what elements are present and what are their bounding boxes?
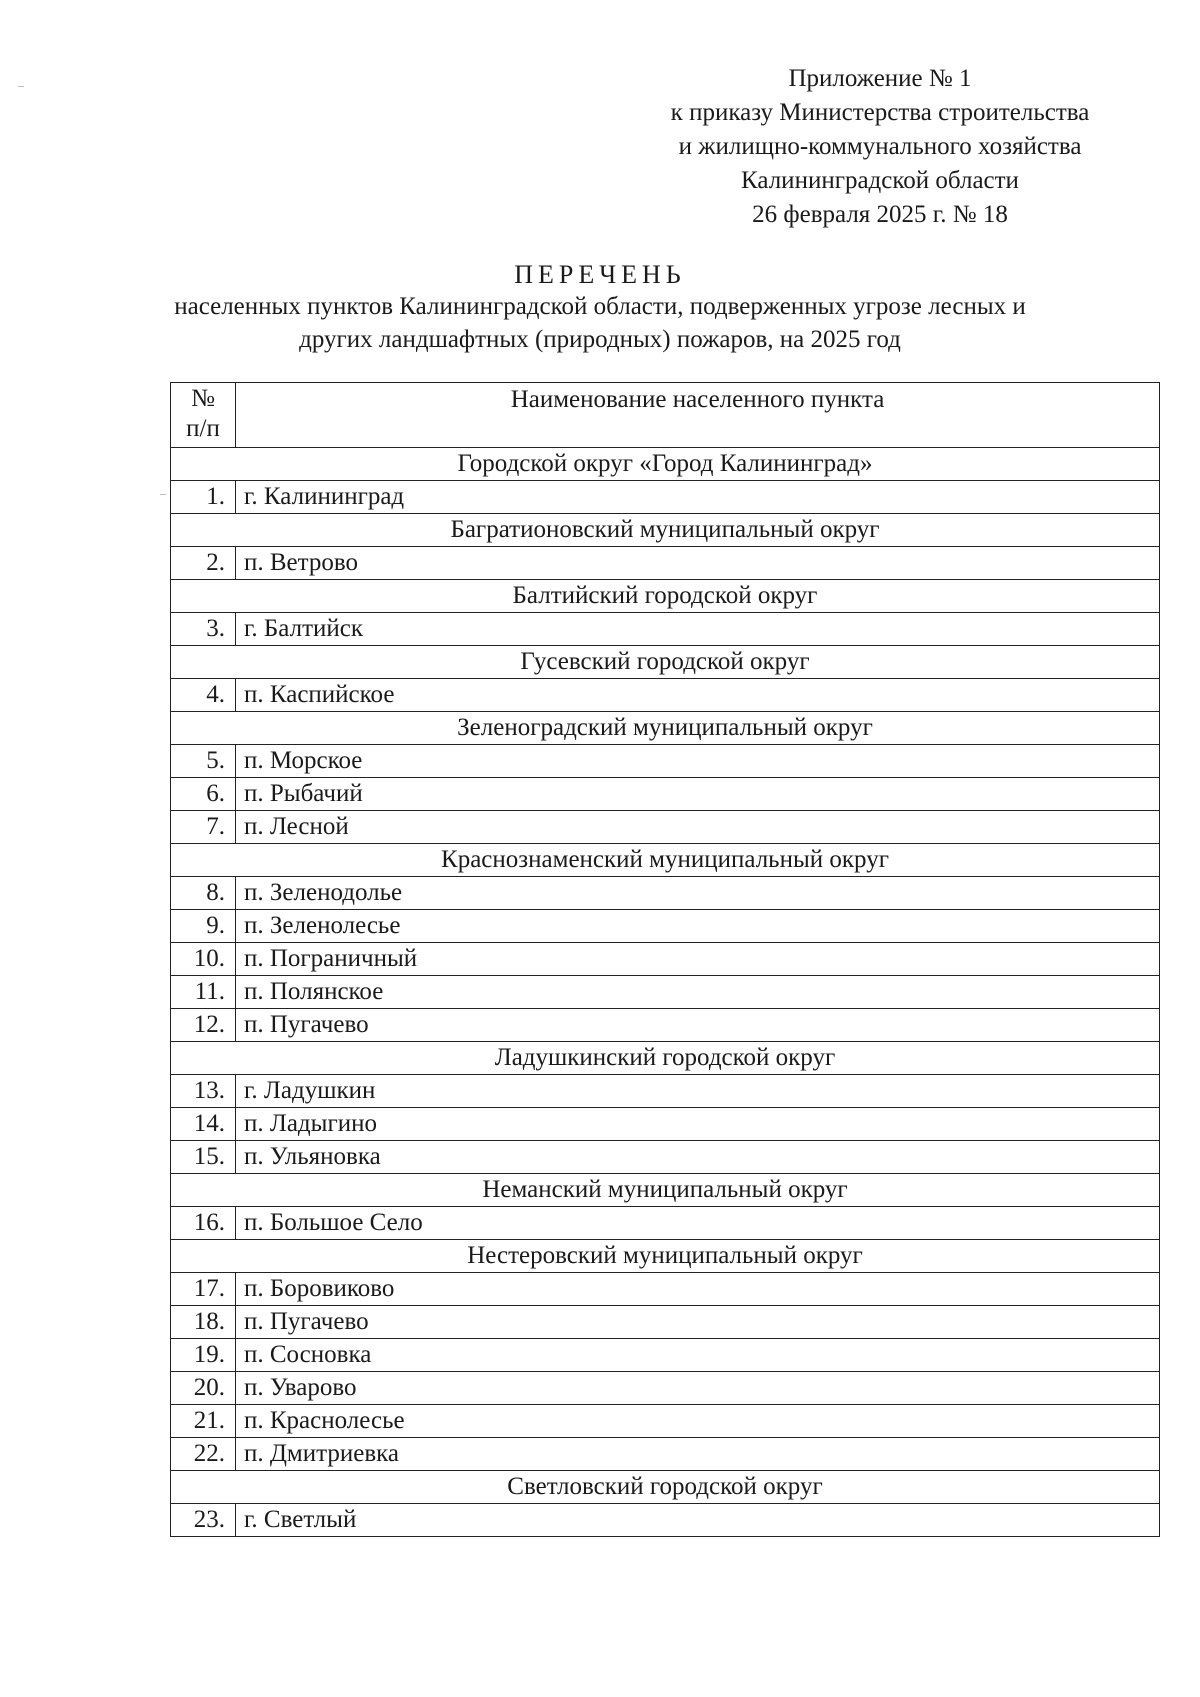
- settlement-name: г. Балтийск: [236, 613, 1160, 646]
- settlement-name: г. Калининград: [236, 481, 1160, 514]
- district-name: Городской округ «Город Калининград»: [171, 448, 1160, 481]
- settlement-name: п. Пугачево: [236, 1306, 1160, 1339]
- district-name: Зеленоградский муниципальный округ: [171, 712, 1160, 745]
- table-row: [171, 1207, 1160, 1240]
- settlement-name: п. Ветрово: [236, 547, 1160, 580]
- appendix-line: к приказу Министерства строительства: [670, 99, 1090, 126]
- column-header-number-line: №: [191, 385, 215, 412]
- district-row: [171, 514, 1160, 547]
- row-number: 16.: [171, 1207, 236, 1240]
- column-header-number: [171, 383, 236, 448]
- table-row: [171, 1405, 1160, 1438]
- table-row: [171, 910, 1160, 943]
- settlement-name: п. Пугачево: [236, 1009, 1160, 1042]
- table-row: [171, 1141, 1160, 1174]
- settlement-name: п. Уварово: [236, 1372, 1160, 1405]
- appendix-line: 26 февраля 2025 г. № 18: [752, 201, 1008, 228]
- subtitle-line: населенных пунктов Калининградской области, подверженных угрозе лесных и: [174, 293, 1026, 320]
- row-number: 12.: [171, 1009, 236, 1042]
- scan-mark: [18, 86, 24, 87]
- row-number: 11.: [171, 976, 236, 1009]
- row-number: 3.: [171, 613, 236, 646]
- district-name: Краснознаменский муниципальный округ: [171, 844, 1160, 877]
- row-number: 1.: [171, 481, 236, 514]
- settlement-name: п. Лесной: [236, 811, 1160, 844]
- column-header-name: Наименование населенного пункта: [236, 383, 1160, 448]
- row-number: 17.: [171, 1273, 236, 1306]
- row-number: 19.: [171, 1339, 236, 1372]
- row-number: 10.: [171, 943, 236, 976]
- settlement-name: п. Ладыгино: [236, 1108, 1160, 1141]
- district-row: [171, 1174, 1160, 1207]
- row-number: 4.: [171, 679, 236, 712]
- row-number: 9.: [171, 910, 236, 943]
- district-row: [171, 646, 1160, 679]
- appendix-header: [620, 62, 1140, 232]
- settlement-name: п. Ульяновка: [236, 1141, 1160, 1174]
- row-number: 2.: [171, 547, 236, 580]
- settlement-name: п. Большое Село: [236, 1207, 1160, 1240]
- row-number: 23.: [171, 1504, 236, 1537]
- row-number: 21.: [171, 1405, 236, 1438]
- district-row: [171, 580, 1160, 613]
- district-name: Багратионовский муниципальный округ: [171, 514, 1160, 547]
- settlement-name: п. Каспийское: [236, 679, 1160, 712]
- settlement-name: г. Светлый: [236, 1504, 1160, 1537]
- settlement-name: п. Морское: [236, 745, 1160, 778]
- table-row: [171, 1009, 1160, 1042]
- document-subtitle: [150, 290, 1050, 356]
- settlement-name: п. Зеленолесье: [236, 910, 1160, 943]
- row-number: 20.: [171, 1372, 236, 1405]
- row-number: 6.: [171, 778, 236, 811]
- appendix-line: и жилищно-коммунального хозяйства: [678, 133, 1082, 160]
- district-row: [171, 1240, 1160, 1273]
- settlement-name: п. Рыбачий: [236, 778, 1160, 811]
- row-number: 5.: [171, 745, 236, 778]
- district-name: Неманский муниципальный округ: [171, 1174, 1160, 1207]
- scan-mark: [160, 494, 166, 495]
- row-number: 15.: [171, 1141, 236, 1174]
- district-row: [171, 1471, 1160, 1504]
- table-header-row: [171, 383, 1160, 448]
- table-row: [171, 613, 1160, 646]
- table-row: [171, 1306, 1160, 1339]
- appendix-line: Приложение № 1: [788, 65, 972, 92]
- table-row: [171, 1504, 1160, 1537]
- appendix-line: Калининградской области: [741, 167, 1019, 194]
- settlement-name: п. Зеленодолье: [236, 877, 1160, 910]
- table-row: [171, 1273, 1160, 1306]
- district-row: [171, 712, 1160, 745]
- settlements-table: [170, 382, 1160, 1537]
- district-row: [171, 844, 1160, 877]
- settlement-name: п. Дмитриевка: [236, 1438, 1160, 1471]
- district-row: [171, 448, 1160, 481]
- table-row: [171, 1372, 1160, 1405]
- table-row: [171, 679, 1160, 712]
- settlement-name: п. Пограничный: [236, 943, 1160, 976]
- row-number: 14.: [171, 1108, 236, 1141]
- settlement-name: п. Боровиково: [236, 1273, 1160, 1306]
- table-row: [171, 481, 1160, 514]
- district-name: Светловский городской округ: [171, 1471, 1160, 1504]
- column-header-number-line: п/п: [186, 415, 220, 442]
- subtitle-line: других ландшафтных (природных) пожаров, на 2025 год: [299, 326, 901, 353]
- row-number: 18.: [171, 1306, 236, 1339]
- table-row: [171, 1075, 1160, 1108]
- settlement-name: г. Ладушкин: [236, 1075, 1160, 1108]
- table-row: [171, 1438, 1160, 1471]
- district-name: Гусевский городской округ: [171, 646, 1160, 679]
- table-row: [171, 943, 1160, 976]
- row-number: 7.: [171, 811, 236, 844]
- district-name: Ладушкинский городской округ: [171, 1042, 1160, 1075]
- district-name: Нестеровский муниципальный округ: [171, 1240, 1160, 1273]
- table-row: [171, 547, 1160, 580]
- settlement-name: п. Сосновка: [236, 1339, 1160, 1372]
- district-name: Балтийский городской округ: [171, 580, 1160, 613]
- district-row: [171, 1042, 1160, 1075]
- table-row: [171, 976, 1160, 1009]
- table-row: [171, 745, 1160, 778]
- table-row: [171, 1339, 1160, 1372]
- table-body: [171, 448, 1160, 1537]
- document-title: ПЕРЕЧЕНЬ: [514, 260, 686, 289]
- row-number: 8.: [171, 877, 236, 910]
- settlement-name: п. Полянское: [236, 976, 1160, 1009]
- table-row: [171, 778, 1160, 811]
- table-row: [171, 1108, 1160, 1141]
- table-row: [171, 811, 1160, 844]
- row-number: 13.: [171, 1075, 236, 1108]
- table-row: [171, 877, 1160, 910]
- settlement-name: п. Краснолесье: [236, 1405, 1160, 1438]
- row-number: 22.: [171, 1438, 236, 1471]
